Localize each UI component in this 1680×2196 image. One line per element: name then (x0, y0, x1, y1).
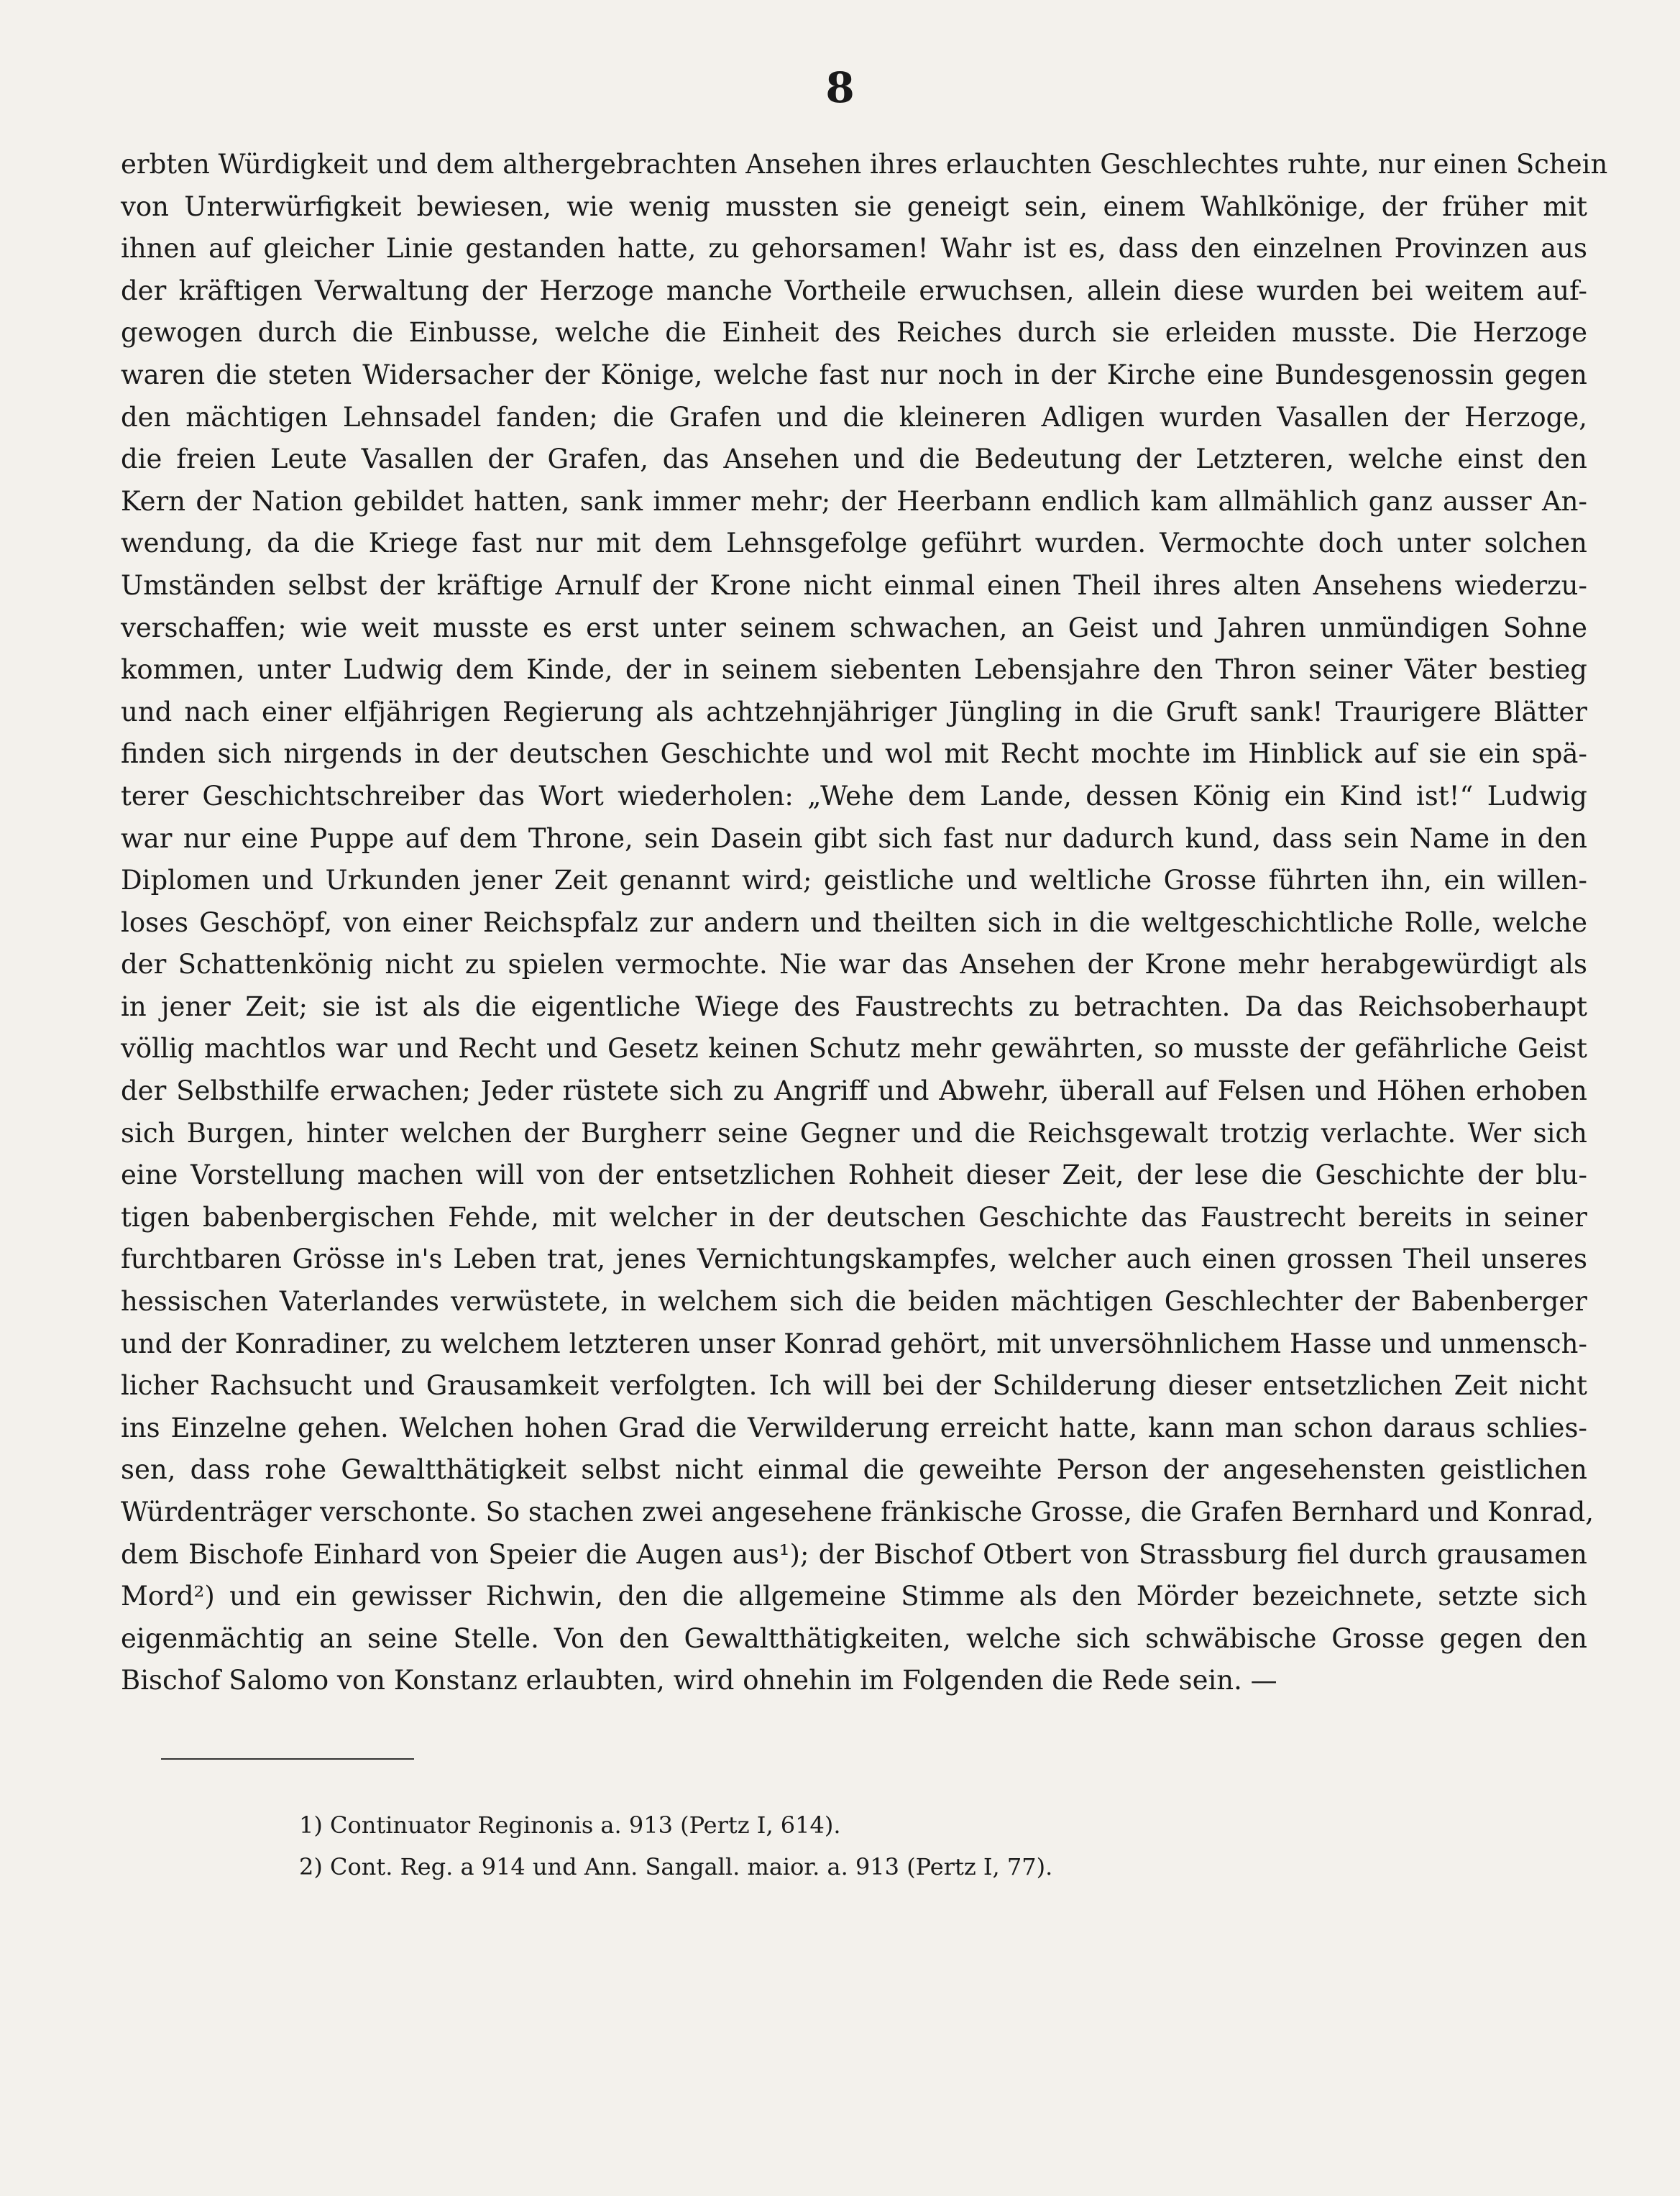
body-line: finden sich nirgends in der deutschen Geschichte und wol mit Recht mochte im Hinblick auf sie ein spä- (121, 738, 1587, 770)
body-line: eigenmächtig an seine Stelle. Von den Gewaltthätigkeiten, welche sich schwäbische Grosse gegen den (121, 1622, 1587, 1654)
body-line: licher Rachsucht und Grausamkeit verfolgten. Ich will bei der Schilderung dieser entsetzlichen Zeit nicht (121, 1370, 1587, 1402)
body-line: waren die steten Widersacher der Könige, welche fast nur noch in der Kirche eine Bundesgenossin gegen (121, 359, 1587, 390)
body-line: verschaffen; wie weit musste es erst unter seinem schwachen, an Geist und Jahren unmündigen Sohne (121, 612, 1587, 643)
body-line: der kräftigen Verwaltung der Herzoge manche Vortheile erwuchsen, allein diese wurden bei weitem auf- (121, 275, 1587, 306)
body-text (121, 144, 1608, 1702)
body-line: kommen, unter Ludwig dem Kinde, der in seinem siebenten Lebensjahre den Thron seiner Väter bestieg (121, 654, 1587, 686)
body-line: Umständen selbst der kräftige Arnulf der Krone nicht einmal einen Theil ihres alten Ansehens wiederzu- (121, 569, 1587, 601)
body-line: der Schattenkönig nicht zu spielen vermochte. Nie war das Ansehen der Krone mehr herabgewürdigt als (121, 949, 1587, 980)
footnote-divider (161, 1758, 414, 1760)
page-number: 8 (825, 63, 855, 112)
footnote: 2) Cont. Reg. a 914 und Ann. Sangall. maior. a. 913 (Pertz I, 77). (299, 1853, 1053, 1880)
body-line: tigen babenbergischen Fehde, mit welcher in der deutschen Geschichte das Faustrecht bereits in seiner (121, 1201, 1587, 1233)
body-line: ihnen auf gleicher Linie gestanden hatte, zu gehorsamen! Wahr ist es, dass den einzelnen Provinzen aus (121, 233, 1587, 265)
body-line: furchtbaren Grösse in's Leben trat, jenes Vernichtungskampfes, welcher auch einen grossen Theil unseres (121, 1244, 1587, 1275)
body-line: die freien Leute Vasallen der Grafen, das Ansehen und die Bedeutung der Letzteren, welche einst den (121, 444, 1587, 475)
body-line: hessischen Vaterlandes verwüstete, in welchem sich die beiden mächtigen Geschlechter der Babenberger (121, 1286, 1587, 1318)
body-line: sich Burgen, hinter welchen der Burgherr seine Gegner und die Reichsgewalt trotzig verlachte. Wer sich (121, 1117, 1587, 1149)
body-line: loses Geschöpf, von einer Reichspfalz zur andern und theilten sich in die weltgeschichtliche Rolle, welche (121, 906, 1587, 938)
body-line: Würdenträger verschonte. So stachen zwei angesehene fränkische Grosse, die Grafen Bernhard und Konrad, (121, 1497, 1594, 1527)
body-line: ins Einzelne gehen. Welchen hohen Grad die Verwilderung erreicht hatte, kann man schon daraus schlies- (121, 1412, 1587, 1443)
body-line: gewogen durch die Einbusse, welche die Einheit des Reiches durch sie erleiden musste. Die Herzoge (121, 317, 1587, 349)
body-line: und der Konradiner, zu welchem letzteren unser Konrad gehört, mit unversöhnlichem Hasse und unmensch- (121, 1328, 1587, 1359)
body-line: der Selbsthilfe erwachen; Jeder rüstete sich zu Angriff und Abwehr, überall auf Felsen und Höhen erhoben (121, 1075, 1587, 1107)
body-line: von Unterwürfigkeit bewiesen, wie wenig mussten sie geneigt sein, einem Wahlkönige, der früher mit (121, 190, 1587, 222)
body-line: sen, dass rohe Gewaltthätigkeit selbst nicht einmal die geweihte Person der angesehensten geistlichen (121, 1454, 1587, 1486)
footnote: 1) Continuator Reginonis a. 913 (Pertz I, 614). (299, 1811, 841, 1839)
body-line: und nach einer elfjährigen Regierung als achtzehnjähriger Jüngling in die Gruft sank! Traurigere Blätter (121, 696, 1587, 727)
body-line: dem Bischofe Einhard von Speier die Augen aus¹); der Bischof Otbert von Strassburg fiel durch grausamen (121, 1538, 1587, 1570)
body-line: Kern der Nation gebildet hatten, sank immer mehr; der Heerbann endlich kam allmählich ganz ausser An- (121, 485, 1587, 517)
body-line: wendung, da die Kriege fast nur mit dem Lehnsgefolge geführt wurden. Vermochte doch unter solchen (121, 528, 1587, 559)
body-line: terer Geschichtschreiber das Wort wiederholen: „Wehe dem Lande, dessen König ein Kind ist!“ Ludwig (121, 780, 1587, 812)
body-line: den mächtigen Lehnsadel fanden; die Grafen und die kleineren Adligen wurden Vasallen der Herzoge, (121, 401, 1587, 433)
body-line: völlig machtlos war und Recht und Gesetz keinen Schutz mehr gewährten, so musste der gefährliche Geist (121, 1033, 1587, 1065)
body-line: Mord²) und ein gewisser Richwin, den die allgemeine Stimme als den Mörder bezeichnete, setzte sich (121, 1581, 1587, 1612)
body-line: eine Vorstellung machen will von der entsetzlichen Rohheit dieser Zeit, der lese die Geschichte der blu- (121, 1159, 1587, 1191)
body-line: war nur eine Puppe auf dem Throne, sein Dasein gibt sich fast nur dadurch kund, dass sein Name in den (121, 822, 1587, 854)
footnotes (299, 1804, 1564, 1888)
body-line: erbten Würdigkeit und dem althergebrachten Ansehen ihres erlauchten Geschlechtes ruhte, nur einen Schein (121, 149, 1608, 180)
body-line: in jener Zeit; sie ist als die eigentliche Wiege des Faustrechts zu betrachten. Da das Reichsoberhaupt (121, 991, 1587, 1022)
body-line: Bischof Salomo von Konstanz erlaubten, wird ohnehin im Folgenden die Rede sein. — (121, 1665, 1277, 1696)
body-line: Diplomen und Urkunden jener Zeit genannt wird; geistliche und weltliche Grosse führten ihn, ein willen- (121, 865, 1587, 896)
